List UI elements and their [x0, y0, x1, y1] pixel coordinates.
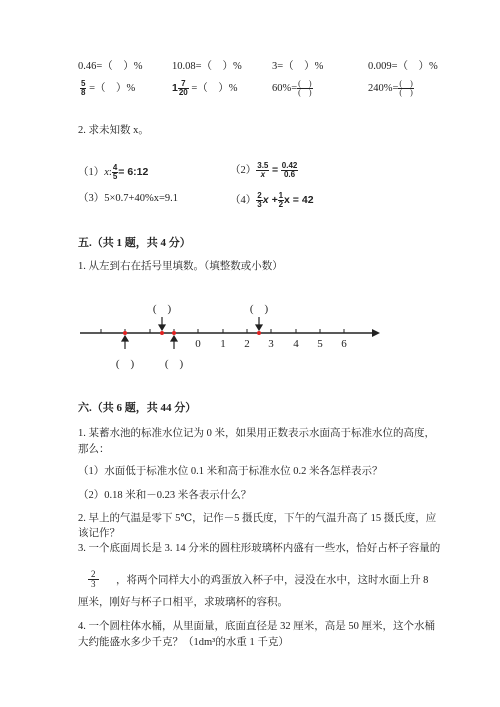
question-text: 大约能盛水多少千克？（1dm³的水重 1 千克）: [78, 637, 289, 648]
question-text: 该记作？: [78, 528, 120, 539]
percent-to-fraction-item: [272, 80, 313, 97]
percent-fill-item: 0.009=（ ）%: [368, 61, 438, 72]
percent-to-fraction-item: [368, 80, 414, 97]
denominator: x: [260, 170, 266, 179]
equals-sign: =: [272, 163, 279, 176]
blank-text: =（ ）%: [89, 82, 136, 94]
equation-label: （4）: [230, 194, 257, 206]
equation-4: [230, 192, 314, 209]
question-text: ，将两个同样大小的鸡蛋放入杯子中，浸没在水中，这时水面上升 8: [116, 575, 429, 586]
denominator: 5: [112, 172, 118, 181]
denominator: ( ): [298, 88, 312, 97]
question-text: 1. 从左到右在括号里填数。（填整数或小数）: [78, 261, 283, 272]
marked-point: [160, 331, 164, 335]
section-title: 六.（共 6 题，共 44 分）: [78, 402, 197, 414]
blank-text: =（ ）%: [191, 82, 238, 94]
denominator: 2: [278, 200, 284, 209]
marked-point: [123, 331, 127, 335]
equation-2: [230, 162, 298, 179]
equation-rest: = 6:12: [118, 165, 149, 178]
denominator: 8: [81, 88, 86, 97]
answer-blank: ( ): [164, 358, 184, 370]
percent-fill-item: 10.08=（ ）%: [172, 61, 242, 72]
numerator: 2: [88, 570, 99, 580]
fraction: [281, 162, 299, 179]
tick-label: 6: [341, 338, 347, 350]
fraction-blank: [398, 80, 413, 97]
section-title: 五.（共 1 题，共 4 分）: [78, 237, 191, 249]
tick-label: 0: [195, 338, 201, 350]
equation-rest: x = 42: [284, 193, 314, 206]
variable: x: [104, 166, 109, 178]
question-title: 2. 求未知数 x。: [78, 125, 149, 136]
numerator: 1: [278, 191, 284, 200]
numerator: 0.42: [281, 161, 298, 170]
whole-part: 1: [172, 81, 178, 94]
tick-label: 2: [244, 338, 250, 350]
equation-3: （3）5×0.7+40%x=9.1: [78, 193, 179, 204]
numerator: 7: [178, 80, 189, 89]
denominator: 20: [178, 88, 188, 97]
question-text: 1. 某蓄水池的标准水位记为 0 米，如果用正数表示水面高于标准水位的高度，: [78, 428, 435, 439]
up-arrow-head: [122, 336, 128, 341]
numerator: ( ): [298, 79, 312, 88]
denominator: ( ): [399, 88, 413, 97]
term: x +: [262, 193, 278, 206]
prefix: 60%=: [272, 82, 298, 94]
fraction: [80, 80, 86, 97]
fraction: [178, 80, 189, 97]
question-text: 3. 一个底面周长是 3. 14 分米的圆柱形玻璃杯内盛有一些水，恰好占杯子容量的: [78, 543, 441, 554]
tick-label: 4: [293, 338, 299, 350]
numerator: 4: [112, 163, 118, 172]
numerator: 5: [81, 79, 86, 88]
denominator: 3: [257, 200, 262, 209]
question-text: 那么：: [78, 444, 110, 455]
question-text: 2. 早上的气温是零下 5℃，记作－5 摄氏度，下午的气温升高了 15 摄氏度，应: [78, 513, 437, 524]
tick-label: 3: [268, 338, 274, 350]
answer-blank: ( ): [152, 303, 172, 315]
equation-1: [78, 164, 148, 181]
denominator: 0.6: [283, 170, 296, 179]
equation-label: （2）: [230, 164, 257, 176]
question-text: 4. 一个圆柱体水桶，从里面量，底面直径是 32 厘米，高是 50 厘米，这个水桶: [78, 621, 435, 632]
down-arrow-head: [159, 325, 165, 330]
question-text: 厘米，刚好与杯子口相平，求玻璃杯的容积。: [78, 597, 288, 608]
numerator: ( ): [399, 79, 413, 88]
equation-label: （1）: [78, 166, 105, 178]
up-arrow-head: [171, 336, 177, 341]
ratio-sign: :: [108, 166, 112, 178]
denominator: 3: [91, 579, 96, 589]
fraction-blank: [297, 80, 312, 97]
answer-blank: ( ): [115, 358, 135, 370]
number-line: [0, 295, 500, 380]
numerator: 2: [257, 191, 262, 200]
fraction: [256, 162, 269, 179]
tick-label: 1: [220, 338, 226, 350]
percent-fill-item: 3=（ ）%: [272, 61, 324, 72]
mixed-number-to-percent-item: [172, 80, 238, 97]
tick-label: 5: [317, 338, 323, 350]
fraction: [88, 570, 99, 589]
numerator: 3.5: [257, 161, 269, 170]
sub-question: （1）水面低于标准水位 0.1 米和高于标准水位 0.2 米各怎样表示？: [78, 466, 383, 477]
sub-question: （2）0.18 米和－0.23 米各表示什么？: [78, 490, 252, 501]
fraction-two-thirds: [88, 570, 99, 589]
down-arrow-head: [256, 325, 262, 330]
marked-point: [257, 331, 261, 335]
marked-point: [172, 331, 176, 335]
prefix: 240%=: [368, 82, 399, 94]
axis-arrowhead: [372, 329, 380, 337]
answer-blank: ( ): [249, 303, 269, 315]
fraction-to-percent-item: [80, 80, 135, 97]
percent-fill-item: 0.46=（ ）%: [78, 61, 143, 72]
